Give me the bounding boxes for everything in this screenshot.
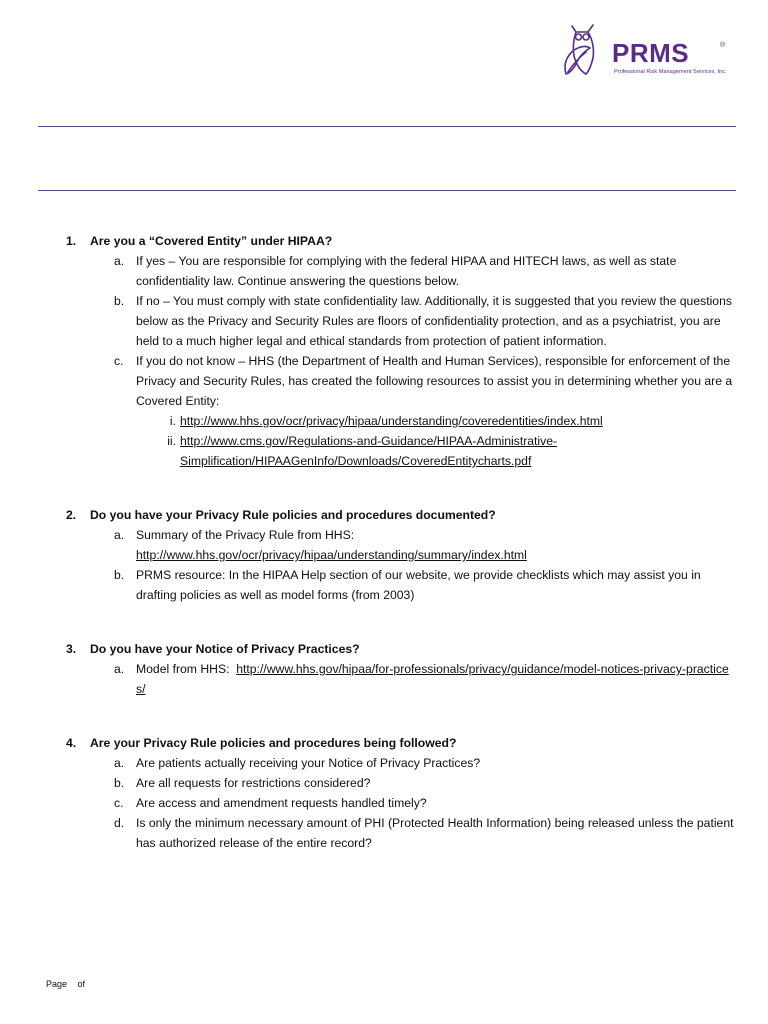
question-number: 1. — [66, 234, 77, 248]
checklist — [66, 231, 736, 853]
registered-mark: ® — [720, 42, 726, 49]
coveredentities-link[interactable]: http://www.hhs.gov/ocr/privacy/hipaa/understanding/coveredentities/index.html — [180, 414, 603, 428]
subitem-label: i. — [169, 414, 176, 428]
item-label: a. — [114, 756, 125, 770]
list-subitem — [66, 411, 736, 431]
item-label: a. — [114, 254, 125, 268]
list-item — [66, 291, 736, 351]
item-label: a. — [114, 528, 125, 542]
list-item — [66, 753, 736, 773]
item-text: If yes – You are responsible for complying with the federal HIPAA and HITECH laws, as well as state confidentiality law. Continue answering the questions below. — [136, 254, 677, 288]
header-rule-top — [38, 126, 736, 127]
prms-logo — [560, 20, 730, 80]
question-text: Are your Privacy Rule policies and procedures being followed? — [90, 736, 457, 750]
privacy-rule-summary-link[interactable]: http://www.hhs.gov/ocr/privacy/hipaa/understanding/summary/index.html — [136, 548, 527, 562]
subitem-label: ii. — [167, 434, 176, 448]
item-label: b. — [114, 776, 125, 790]
owl-icon — [560, 20, 610, 78]
item-label: c. — [114, 796, 124, 810]
list-item — [66, 793, 736, 813]
item-label: d. — [114, 816, 125, 830]
list-subitem — [66, 431, 736, 471]
item-text: Are all requests for restrictions considered? — [136, 776, 371, 790]
question-text: Are you a “Covered Entity” under HIPAA? — [90, 234, 333, 248]
list-item — [66, 813, 736, 853]
question-4 — [66, 733, 736, 753]
list-item — [66, 773, 736, 793]
model-notices-link[interactable]: http://www.hhs.gov/hipaa/for-professionals/privacy/guidance/model-notices-privacy-practices/ — [136, 662, 729, 696]
list-item — [66, 659, 736, 699]
list-item — [66, 351, 736, 411]
item-text: If you do not know – HHS (the Department of Health and Human Services), responsible for enforcement of the Privacy and Security Rules, has created the following resources to assist you in determining whether you are a Covered Entity: — [136, 354, 733, 408]
question-number: 2. — [66, 508, 77, 522]
item-label: b. — [114, 568, 125, 582]
question-number: 4. — [66, 736, 77, 750]
item-text: Are patients actually receiving your Notice of Privacy Practices? — [136, 756, 481, 770]
page-label: Page — [46, 979, 68, 989]
logo-tagline: Professional Risk Management Services, Inc. — [614, 69, 727, 75]
header-rule-bottom — [38, 190, 736, 191]
coveredentity-charts-link[interactable]: http://www.cms.gov/Regulations-and-Guidance/HIPAA-Administrative-Simplification/HIPAAGenInfo/Downloads/CoveredEntitycharts.pdf — [180, 434, 558, 468]
question-text: Do you have your Notice of Privacy Practices? — [90, 642, 360, 656]
question-number: 3. — [66, 642, 77, 656]
item-text: If no – You must comply with state confidentiality law. Additionally, it is suggested that you review the questions below as the Privacy and Security Rules are floors of confidentiality protection, and as a psychiatrist, you are held to a much higher legal and ethical standards from protection of patient information. — [136, 294, 732, 348]
list-item — [66, 251, 736, 291]
logo-wordmark: PRMS — [612, 38, 690, 68]
list-item — [66, 525, 736, 565]
question-text: Do you have your Privacy Rule policies and procedures documented? — [90, 508, 496, 522]
item-text: PRMS resource: In the HIPAA Help section of our website, we provide checklists which may assist you in drafting policies as well as model forms (from 2003) — [136, 568, 701, 602]
item-label: c. — [114, 354, 124, 368]
list-item — [66, 565, 736, 605]
item-text: Are access and amendment requests handled timely? — [136, 796, 427, 810]
item-label: b. — [114, 294, 125, 308]
item-text: Is only the minimum necessary amount of PHI (Protected Health Information) being released unless the patient has authorized release of the entire record? — [136, 816, 734, 850]
question-3 — [66, 639, 736, 659]
of-label: of — [77, 979, 86, 989]
item-text: Model from HHS: — [136, 662, 230, 676]
item-label: a. — [114, 662, 125, 676]
item-text: Summary of the Privacy Rule from HHS: — [136, 528, 355, 542]
question-1 — [66, 231, 736, 251]
question-2 — [66, 505, 736, 525]
page-footer — [46, 979, 93, 989]
